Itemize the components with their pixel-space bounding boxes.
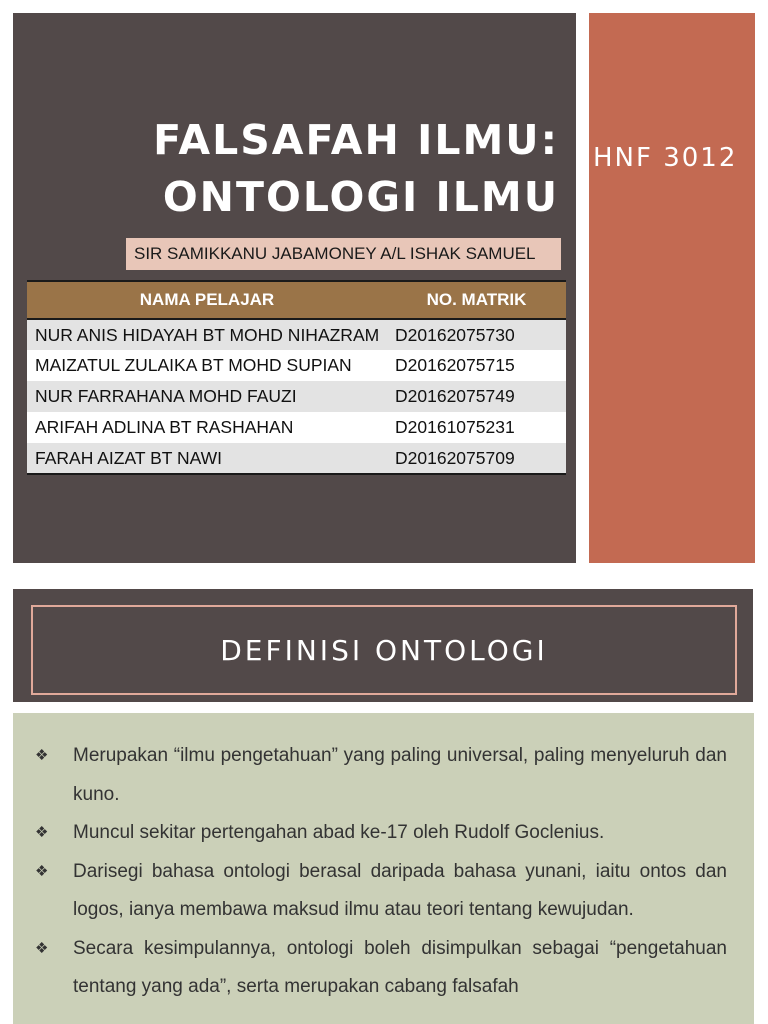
list-item — [13, 930, 754, 1007]
course-code: HNF 3012 — [593, 143, 738, 173]
bullet-text: Darisegi bahasa ontologi berasal daripada bahasa yunani, iaitu ontos dan logos, ianya membawa maksud ilmu atau teori tentang kewujudan. — [73, 860, 727, 920]
bullet-text: Merupakan “ilmu pengetahuan” yang paling universal, paling menyeluruh dan kuno. — [73, 745, 727, 805]
table-row — [27, 350, 566, 381]
column-header-name: NAMA PELAJAR — [27, 281, 387, 319]
matric-number: D20162075715 — [387, 350, 566, 381]
diamond-bullet-icon: ❖ — [35, 824, 49, 841]
diamond-bullet-icon: ❖ — [35, 939, 49, 957]
student-name: MAIZATUL ZULAIKA BT MOHD SUPIAN — [27, 350, 387, 381]
bullet-text: Secara kesimpulannya, ontologi boleh disimpulkan sebagai “pengetahuan tentang yang ada”, serta merupakan cabang falsafah — [73, 937, 727, 997]
definition-slide-title: DEFINISI ONTOLOGI — [220, 633, 548, 667]
title-slide-main-panel — [13, 13, 576, 563]
matric-number: D20162075709 — [387, 443, 566, 474]
student-name: FARAH AIZAT BT NAWI — [27, 443, 387, 474]
definition-slide-header — [13, 589, 753, 702]
lecturer-name: SIR SAMIKKANU JABAMONEY A/L ISHAK SAMUEL — [126, 238, 561, 270]
student-table — [27, 280, 566, 475]
table-header-row — [27, 281, 566, 319]
definition-bullet-list — [13, 737, 754, 1007]
table-row — [27, 412, 566, 443]
list-item — [13, 737, 754, 814]
student-name: NUR FARRAHANA MOHD FAUZI — [27, 381, 387, 412]
slide-title-line2: ONTOLOGI ILMU — [162, 173, 559, 221]
table-row — [27, 319, 566, 350]
header-frame — [31, 605, 737, 695]
matric-number: D20162075749 — [387, 381, 566, 412]
matric-number: D20161075231 — [387, 412, 566, 443]
title-slide-accent-panel — [589, 13, 755, 563]
table-row — [27, 381, 566, 412]
list-item — [13, 814, 754, 853]
diamond-bullet-icon: ❖ — [35, 747, 49, 764]
student-name: NUR ANIS HIDAYAH BT MOHD NIHAZRAM — [27, 319, 387, 350]
bullet-text: Muncul sekitar pertengahan abad ke-17 oleh Rudolf Goclenius. — [73, 822, 605, 843]
matric-number: D20162075730 — [387, 319, 566, 350]
definition-slide-body — [13, 713, 754, 1024]
list-item — [13, 853, 754, 930]
column-header-matric: NO. MATRIK — [387, 281, 566, 319]
slide-title-line1: FALSAFAH ILMU: — [153, 116, 559, 164]
diamond-bullet-icon: ❖ — [35, 862, 49, 880]
table-row — [27, 443, 566, 474]
student-name: ARIFAH ADLINA BT RASHAHAN — [27, 412, 387, 443]
